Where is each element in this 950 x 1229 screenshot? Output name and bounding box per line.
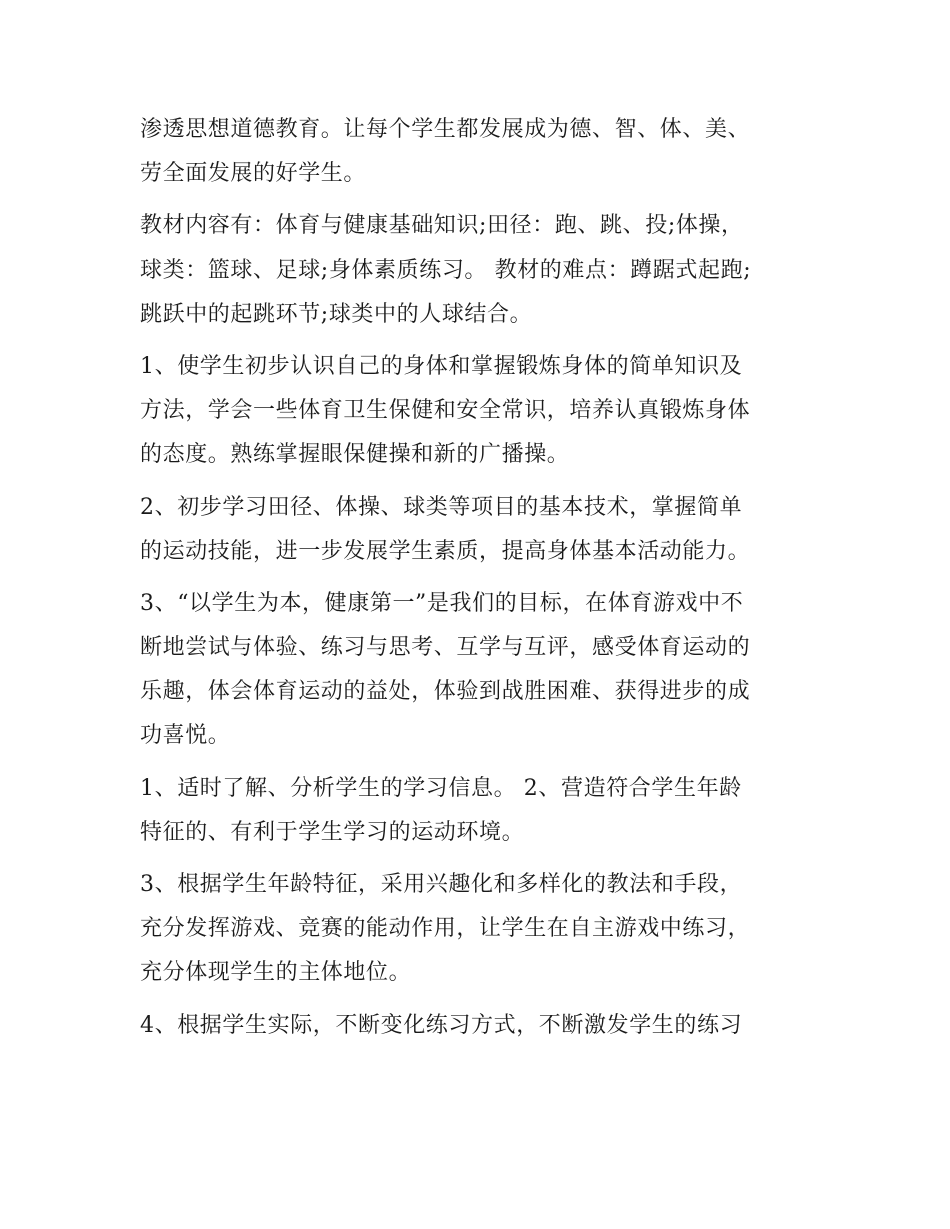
text-line: 渗透思想道德教育。让每个学生都发展成为德、智、体、美、 <box>140 117 751 142</box>
text-line: 4、根据学生实际，不断变化练习方式，不断激发学生的练习 <box>140 1012 743 1038</box>
text-line: 球类：篮球、足球;身体素质练习。 教材的难点：蹲踞式起跑; <box>140 257 752 283</box>
text-line: 功喜悦。 <box>140 723 231 749</box>
text-line: 充分体现学生的主体地位。 <box>140 960 412 986</box>
text-line: 方法，学会一些体育卫生保健和安全常识，培养认真锻炼身体 <box>140 398 751 424</box>
text-line: 特征的、有利于学生学习的运动环境。 <box>140 819 525 845</box>
text-line: 3、根据学生年龄特征，采用兴趣化和多样化的教法和手段， <box>140 872 743 897</box>
text-line: 3、“以学生为本，健康第一”是我们的目标，在体育游戏中不 <box>140 590 744 616</box>
text-line: 乐趣，体会体育运动的益处，体验到战胜困难、获得进步的成 <box>140 679 751 705</box>
text-line: 跳跃中的起跳环节;球类中的人球结合。 <box>140 301 533 327</box>
text-line: 1、适时了解、分析学生的学习信息。 2、营造符合学生年龄 <box>140 775 742 801</box>
paragraph-moral-education <box>140 108 820 196</box>
paragraph-goal-1 <box>140 345 820 478</box>
paragraph-teaching-content <box>140 204 820 337</box>
text-line: 1、使学生初步认识自己的身体和掌握锻炼身体的简单知识及 <box>140 353 743 379</box>
text-line: 断地尝试与体验、练习与思考、互学与互评，感受体育运动的 <box>140 635 751 661</box>
paragraph-measure-3 <box>140 863 820 996</box>
text-line: 劳全面发展的好学生。 <box>140 161 367 187</box>
text-line: 2、初步学习田径、体操、球类等项目的基本技术，掌握简单 <box>140 494 743 520</box>
text-line: 的运动技能，进一步发展学生素质，提高身体基本活动能力。 <box>140 538 751 564</box>
text-line: 的态度。熟练掌握眼保健操和新的广播操。 <box>140 442 570 468</box>
text-line: 充分发挥游戏、竞赛的能动作用，让学生在自主游戏中练习， <box>140 916 751 942</box>
paragraph-measure-1-2 <box>140 767 820 855</box>
paragraph-goal-2 <box>140 486 820 574</box>
paragraph-goal-3 <box>140 582 820 759</box>
paragraph-measure-4 <box>140 1004 820 1048</box>
document-body <box>140 108 820 1048</box>
text-line: 教材内容有：体育与健康基础知识;田径：跑、跳、投;体操， <box>140 213 744 239</box>
